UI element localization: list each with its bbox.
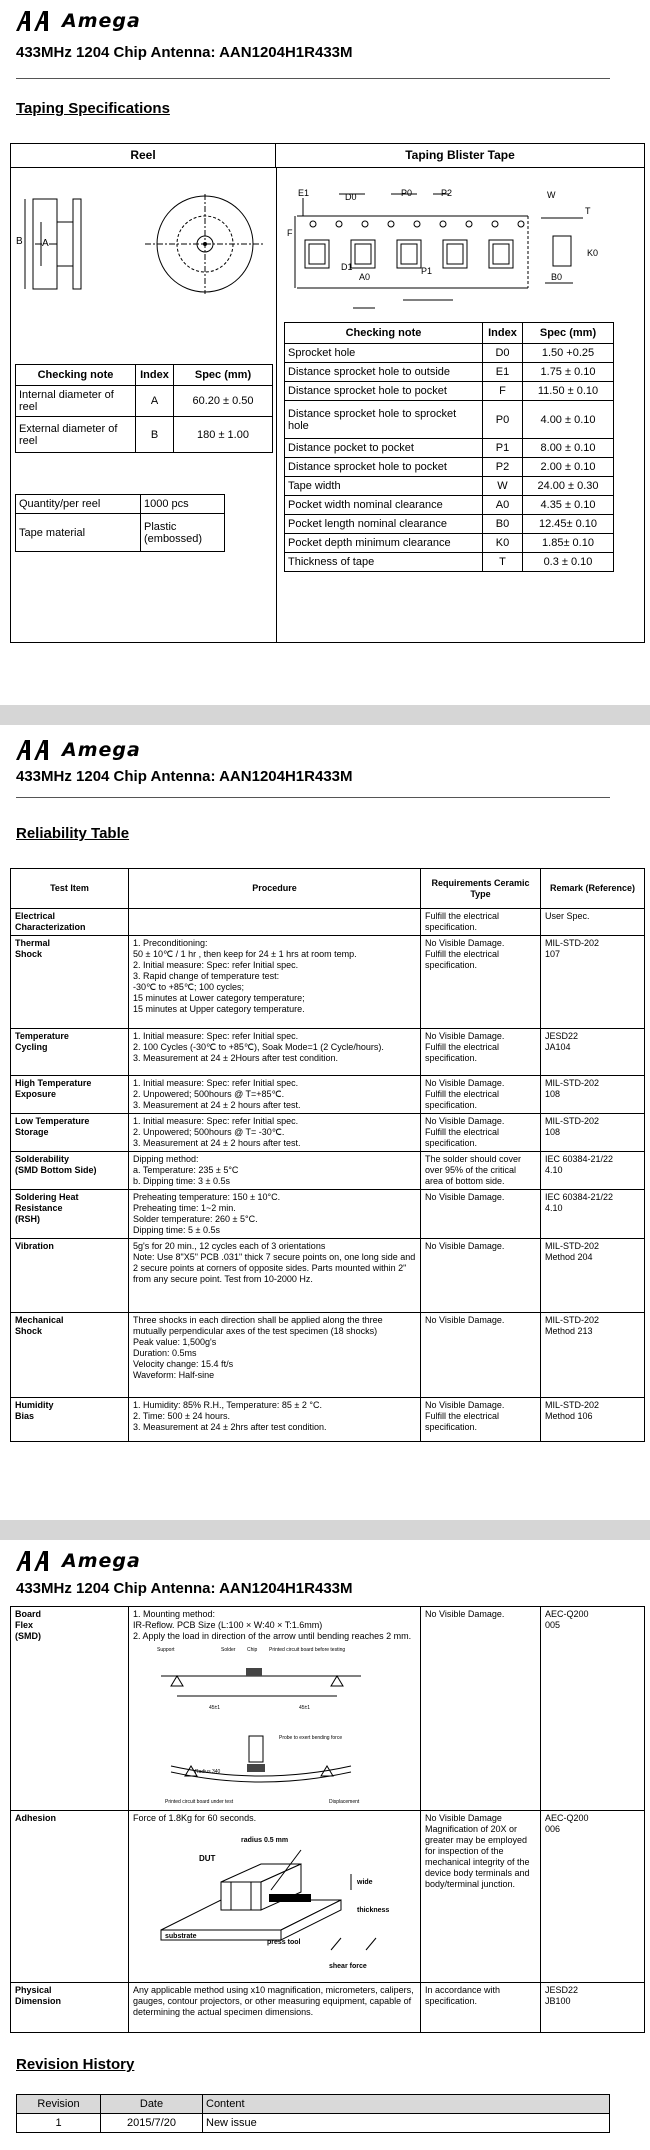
cell-item: Vibration (11, 1239, 129, 1313)
cell: A (136, 386, 174, 417)
cell-item: Physical Dimension (11, 1983, 129, 2033)
reel-col-index: Index (136, 365, 174, 386)
amega-logo-icon (16, 740, 56, 760)
cell: Pocket width nominal clearance (285, 496, 483, 515)
cell-req: No Visible Damage. Fulfill the electrical specification. (421, 1029, 541, 1076)
cell-req: No Visible Damage. (421, 1313, 541, 1398)
cell-item: High Temperature Exposure (11, 1076, 129, 1114)
cell: T (483, 553, 523, 572)
cell: New issue (203, 2114, 610, 2133)
tape-label-b0: B0 (551, 272, 563, 282)
cell-req: No Visible Damage. Fulfill the electrical specification. (421, 1398, 541, 1442)
col-procedure: Procedure (129, 869, 421, 909)
table-row (16, 386, 273, 417)
cell: 0.3 ± 0.10 (523, 553, 614, 572)
cell: Distance sprocket hole to pocket (285, 382, 483, 401)
cell: 4.35 ± 0.10 (523, 496, 614, 515)
rev-col-date: Date (101, 2095, 203, 2114)
cell: Distance sprocket hole to pocket (285, 458, 483, 477)
cell: D0 (483, 344, 523, 363)
cell: E1 (483, 363, 523, 382)
cell-procedure: Three shocks in each direction shall be applied along the three mutually perpendicular axes of the test specimen (18 shocks) Peak value: 1,500g's Duration: 0.5ms Velocity change: 15.4 ft/s Waveform: Half-sine (129, 1313, 421, 1398)
cell-remark: MIL-STD-202 Method 213 (541, 1313, 645, 1398)
cell: 180 ± 1.00 (174, 417, 273, 453)
cell-procedure: Preheating temperature: 150 ± 10°C. Preheating time: 1~2 min. Solder temperature: 260 ± 5°C. Dipping time: 5 ± 0.5s (129, 1190, 421, 1239)
cell: 1.75 ± 0.10 (523, 363, 614, 382)
tape-label-w: W (547, 190, 556, 200)
reliability-table-cont (10, 1606, 645, 2033)
table-row (285, 553, 614, 572)
cell: Distance sprocket hole to sprocket hole (285, 401, 483, 439)
cell-remark: MIL-STD-202 108 (541, 1114, 645, 1152)
cell-remark: MIL-STD-202 Method 106 (541, 1398, 645, 1442)
cell: 2.00 ± 0.10 (523, 458, 614, 477)
table-row (16, 514, 225, 552)
table-row (11, 936, 645, 1029)
reliability-table (10, 868, 645, 1442)
page-separator (0, 1520, 650, 1540)
table-row (285, 382, 614, 401)
cell: B0 (483, 515, 523, 534)
header-rule (16, 797, 610, 798)
tape-label-k0: K0 (587, 248, 599, 258)
adh-shear: shear force (329, 1963, 367, 1970)
cell: W (483, 477, 523, 496)
cell-remark: MIL-STD-202 108 (541, 1076, 645, 1114)
cell: Tape width (285, 477, 483, 496)
page-2 (0, 725, 650, 1520)
cell: Tape material (16, 514, 141, 552)
cell-req: No Visible Damage. (421, 1239, 541, 1313)
flex-d2: 45±1 (299, 1705, 311, 1711)
cell-procedure: Dipping method: a. Temperature: 235 ± 5°C b. Dipping time: 3 ± 0.5s (129, 1152, 421, 1190)
cell: 11.50 ± 0.10 (523, 382, 614, 401)
rev-col-revision: Revision (17, 2095, 101, 2114)
cell-item: Temperature Cycling (11, 1029, 129, 1076)
cell-remark: User Spec. (541, 909, 645, 936)
cell: External diameter of reel (16, 417, 136, 453)
cell-req: The solder should cover over 95% of the critical area of bottom side. (421, 1152, 541, 1190)
cell: 8.00 ± 0.10 (523, 439, 614, 458)
tape-label-e1: E1 (298, 188, 310, 198)
document-title: 433MHz 1204 Chip Antenna: AAN1204H1R433M (16, 1580, 353, 1597)
tape-drawing (283, 178, 638, 328)
table-row (285, 534, 614, 553)
document-title: 433MHz 1204 Chip Antenna: AAN1204H1R433M (16, 768, 353, 785)
column-divider (276, 168, 277, 642)
table-row (285, 363, 614, 382)
board-flex-diagram (151, 1646, 371, 1796)
adh-substrate: substrate (165, 1933, 197, 1940)
cell-item: Solderability (SMD Bottom Side) (11, 1152, 129, 1190)
adh-thickness: thickness (357, 1907, 390, 1914)
amega-logo-icon (16, 1551, 56, 1571)
table-row (11, 1076, 645, 1114)
reel-col-spec: Spec (mm) (174, 365, 273, 386)
reel-drawing (15, 194, 273, 294)
table-row (285, 344, 614, 363)
cell-remark: AEC-Q200 006 (541, 1811, 645, 1983)
reel-info-table (15, 494, 225, 552)
cell: Quantity/per reel (16, 495, 141, 514)
cell-procedure: 1. Preconditioning: 50 ± 10℃ / 1 hr , then keep for 24 ± 1 hrs at room temp. 2. Initial measure: Spec: refer Initial spec. 3. Rapid change of temperature test: -30℃ to +85℃; 100 cycles; 15 minutes at Lower category temperature; 15 minutes at Upper category temperature. (129, 936, 421, 1029)
flex-disp: Displacement (329, 1799, 360, 1805)
cell: Plastic (embossed) (141, 514, 225, 552)
cell: F (483, 382, 523, 401)
tape-label-d1: D1 (341, 262, 353, 272)
cell: 60.20 ± 0.50 (174, 386, 273, 417)
flex-chip: Chip (247, 1647, 258, 1653)
cell-item: Soldering Heat Resistance (RSH) (11, 1190, 129, 1239)
cell-item: Adhesion (11, 1811, 129, 1983)
cell-procedure (129, 909, 421, 936)
cell-procedure (129, 1811, 421, 1983)
cell-item: Electrical Characterization (11, 909, 129, 936)
brand-name: Amega (62, 1550, 141, 1572)
adh-radius: radius 0.5 mm (241, 1837, 289, 1844)
cell-req: No Visible Damage. Fulfill the electrical specification. (421, 936, 541, 1029)
table-row (11, 1398, 645, 1442)
cell-remark: JESD22 JB100 (541, 1983, 645, 2033)
tape-label-a0: A0 (359, 272, 371, 282)
cell: 12.45± 0.10 (523, 515, 614, 534)
reel-col-note: Checking note (16, 365, 136, 386)
cell-req: No Visible Damage Magnification of 20X or greater may be employed for inspection of the mechanical integrity of the device body terminals and body/terminal junction. (421, 1811, 541, 1983)
tape-label-t: T (585, 206, 591, 216)
table-row (11, 1607, 645, 1811)
cell: Distance sprocket hole to outside (285, 363, 483, 382)
cell: 4.00 ± 0.10 (523, 401, 614, 439)
page-separator (0, 705, 650, 725)
flex-d1: 45±1 (209, 1705, 221, 1711)
cell-procedure: 1. Humidity: 85% R.H., Temperature: 85 ± 2 °C. 2. Time: 500 ± 24 hours. 3. Measurement at 24 ± 2hrs after test condition. (129, 1398, 421, 1442)
cell: P1 (483, 439, 523, 458)
rev-col-content: Content (203, 2095, 610, 2114)
cell-procedure: 5g's for 20 min., 12 cycles each of 3 orientations Note: Use 8"X5" PCB .031" thick 7 secure points on, one long side and 2 secure points at corners of opposite sides. Parts mounted within 2" from any secure point. Test from 10-2000 Hz. (129, 1239, 421, 1313)
flex-pcb-under: Printed circuit board under test (165, 1799, 234, 1805)
cell-procedure: 1. Initial measure: Spec: refer Initial spec. 2. Unpowered; 500hours @ T=+85℃. 3. Measurement at 24 ± 2 hours after test. (129, 1076, 421, 1114)
cell: 1000 pcs (141, 495, 225, 514)
cell: A0 (483, 496, 523, 515)
reel-spec-table (15, 364, 273, 453)
cell: 1.85± 0.10 (523, 534, 614, 553)
cell-remark: IEC 60384-21/22 4.10 (541, 1190, 645, 1239)
flex-support: Support (157, 1647, 175, 1653)
cell: Internal diameter of reel (16, 386, 136, 417)
adh-width: wide (357, 1879, 373, 1886)
cell: 2015/7/20 (101, 2114, 203, 2133)
tape-label-p0: P0 (401, 188, 413, 198)
revision-table (16, 2094, 610, 2133)
table-row (11, 1029, 645, 1076)
table-row (16, 495, 225, 514)
adh-dut: DUT (199, 1854, 216, 1863)
page-3 (0, 1540, 650, 2150)
cell: Pocket length nominal clearance (285, 515, 483, 534)
reel-header: Reel (11, 144, 276, 168)
cell-procedure: Any applicable method using x10 magnification, micrometers, calipers, gauges, contour projectors, or other measuring equipment, capable of determining the actual specimen dimensions. (129, 1983, 421, 2033)
table-row (285, 458, 614, 477)
section-title: Reliability Table (16, 825, 130, 842)
table-row (285, 439, 614, 458)
cell-req: Fulfill the electrical specification. (421, 909, 541, 936)
cell-req: No Visible Damage. Fulfill the electrical specification. (421, 1114, 541, 1152)
cell-remark: MIL-STD-202 Method 204 (541, 1239, 645, 1313)
table-row (285, 515, 614, 534)
procedure-text: 1. Mounting method: IR-Reflow. PCB Size (L:100 × W:40 × T:1.6mm) 2. Apply the load in direction of the arrow until bending reaches 2 mm. (133, 1609, 412, 1641)
cell-remark: MIL-STD-202 107 (541, 936, 645, 1029)
table-row (17, 2114, 610, 2133)
table-row (11, 1239, 645, 1313)
col-requirements: Requirements Ceramic Type (421, 869, 541, 909)
table-row (11, 1114, 645, 1152)
table-row (16, 417, 273, 453)
tape-header: Taping Blister Tape (276, 144, 644, 168)
tape-col-index: Index (483, 323, 523, 344)
cell-req: No Visible Damage. Fulfill the electrical specification. (421, 1076, 541, 1114)
cell: Pocket depth minimum clearance (285, 534, 483, 553)
flex-probe: Probe to exert bending force (279, 1735, 343, 1741)
table-row (11, 1811, 645, 1983)
cell-item: Mechanical Shock (11, 1313, 129, 1398)
tape-label-p2: P2 (441, 188, 453, 198)
cell-remark: AEC-Q200 005 (541, 1607, 645, 1811)
tape-col-spec: Spec (mm) (523, 323, 614, 344)
cell: Sprocket hole (285, 344, 483, 363)
table-row (285, 477, 614, 496)
taping-spec-box (10, 143, 645, 643)
page-1 (0, 0, 650, 705)
brand-logo (16, 10, 141, 32)
cell: 1 (17, 2114, 101, 2133)
cell: B (136, 417, 174, 453)
cell-item: Humidity Bias (11, 1398, 129, 1442)
cell-item: Low Temperature Storage (11, 1114, 129, 1152)
tape-col-note: Checking note (285, 323, 483, 344)
amega-logo-icon (16, 11, 56, 31)
reel-label-b: B (16, 236, 23, 247)
cell-remark: IEC 60384-21/22 4.10 (541, 1152, 645, 1190)
table-row (11, 1983, 645, 2033)
cell: 1.50 +0.25 (523, 344, 614, 363)
cell: K0 (483, 534, 523, 553)
cell: P0 (483, 401, 523, 439)
cell-req: In accordance with specification. (421, 1983, 541, 2033)
table-row (11, 1190, 645, 1239)
cell: 24.00 ± 0.30 (523, 477, 614, 496)
adh-press-tool: press tool (267, 1939, 301, 1946)
reel-label-a: A (42, 238, 49, 249)
cell: Thickness of tape (285, 553, 483, 572)
flex-solder: Solder (221, 1647, 236, 1653)
cell: Distance pocket to pocket (285, 439, 483, 458)
brand-logo (16, 1550, 141, 1572)
section-title: Taping Specifications (16, 100, 170, 117)
cell-remark: JESD22 JA104 (541, 1029, 645, 1076)
tape-label-p1: P1 (421, 266, 433, 276)
cell-item: Thermal Shock (11, 936, 129, 1029)
flex-radius: Radius 340 (195, 1769, 221, 1775)
table-row (11, 909, 645, 936)
revision-title: Revision History (16, 2056, 135, 2073)
cell-req: No Visible Damage. (421, 1607, 541, 1811)
table-row (11, 1313, 645, 1398)
table-row (285, 401, 614, 439)
cell-item: Board Flex (SMD) (11, 1607, 129, 1811)
cell: P2 (483, 458, 523, 477)
tape-spec-table (284, 322, 614, 572)
table-row (285, 496, 614, 515)
cell-req: No Visible Damage. (421, 1190, 541, 1239)
cell-procedure: 1. Initial measure: Spec: refer Initial spec. 2. Unpowered; 500hours @ T= -30℃. 3. Measurement at 24 ± 2 hours after test. (129, 1114, 421, 1152)
brand-name: Amega (62, 10, 141, 32)
tape-label-f: F (287, 228, 293, 238)
procedure-text: Force of 1.8Kg for 60 seconds. (133, 1813, 257, 1823)
brand-logo (16, 739, 141, 761)
table-row (11, 1152, 645, 1190)
tape-label-d0: D0 (345, 192, 357, 202)
cell-procedure: 1. Initial measure: Spec: refer Initial spec. 2. 100 Cycles (-30℃ to +85℃), Soak Mode=1 (2 Cycle/hours). 3. Measurement at 24 ± 2Hours after test condition. (129, 1029, 421, 1076)
col-remark: Remark (Reference) (541, 869, 645, 909)
document-title: 433MHz 1204 Chip Antenna: AAN1204H1R433M (16, 44, 353, 61)
adhesion-diagram (151, 1830, 391, 1970)
col-test-item: Test Item (11, 869, 129, 909)
header-rule (16, 78, 610, 79)
cell-procedure (129, 1607, 421, 1811)
brand-name: Amega (62, 739, 141, 761)
flex-pcb-before: Printed circuit board before testing (269, 1647, 346, 1653)
